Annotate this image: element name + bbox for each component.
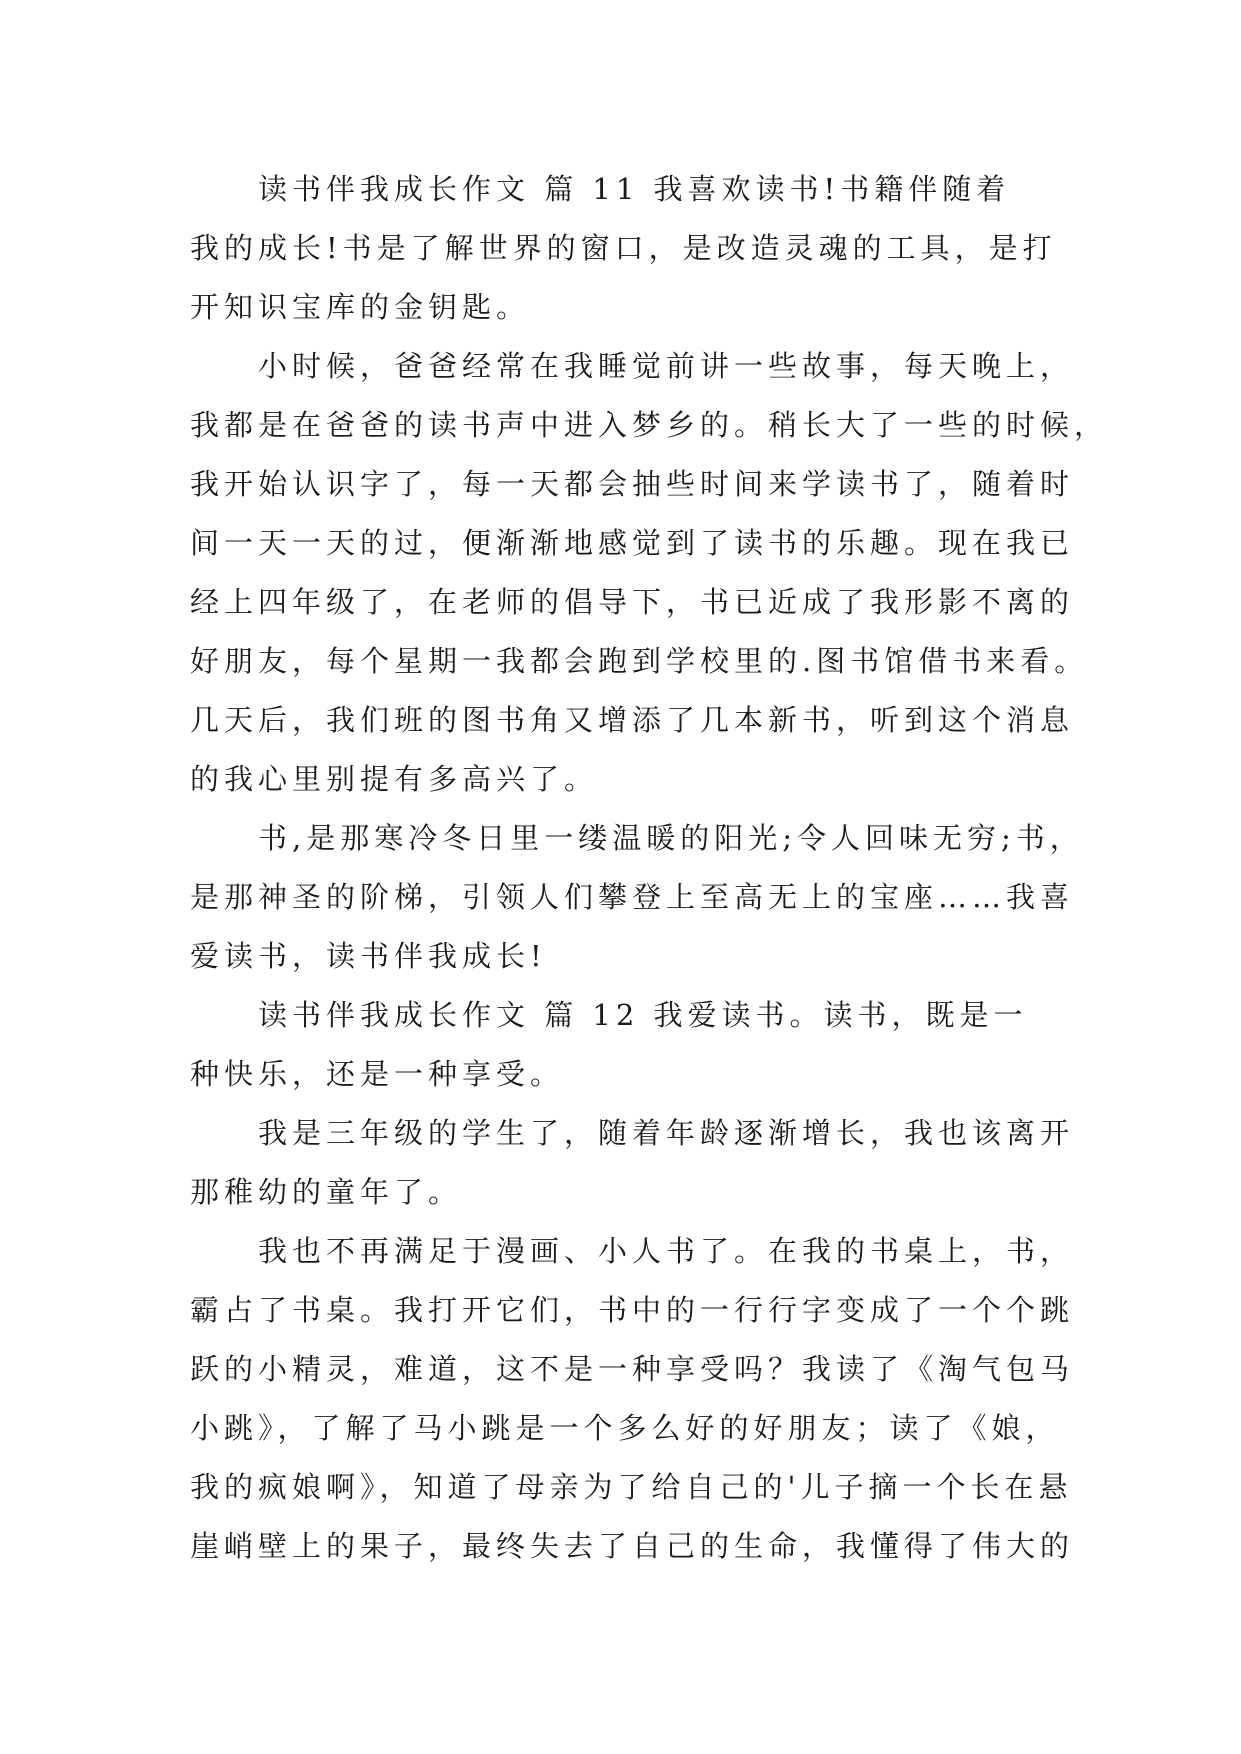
text-line: 我都是在爸爸的读书声中进入梦乡的。稍长大了一些的时候， <box>190 408 1109 442</box>
text-line: 好朋友，每个星期一我都会跑到学校里的.图书馆借书来看。 <box>190 644 1089 678</box>
text-line: 小跳》，了解了马小跳是一个多么好的好朋友；读了《娘， <box>190 1411 1060 1445</box>
text-line: 几天后，我们班的图书角又增添了几本新书，听到这个消息 <box>190 703 1075 737</box>
text-line: 爱读书，读书伴我成长! <box>190 939 547 973</box>
text-line: 我也不再满足于漫画、小人书了。在我的书桌上，书， <box>258 1234 1075 1268</box>
text-line: 间一天一天的过，便渐渐地感觉到了读书的乐趣。现在我已 <box>190 526 1075 560</box>
text-line: 是那神圣的阶梯，引领人们攀登上至高无上的宝座……我喜 <box>190 880 1075 914</box>
text-line: 书,是那寒冷冬日里一缕温暖的阳光;令人回味无穷;书， <box>258 821 1084 855</box>
text-line: 霸占了书桌。我打开它们，书中的一行行字变成了一个个跳 <box>190 1293 1075 1327</box>
text-line: 小时候，爸爸经常在我睡觉前讲一些故事，每天晚上， <box>258 349 1075 383</box>
text-line: 经上四年级了，在老师的倡导下，书已近成了我形影不离的 <box>190 585 1075 619</box>
text-line: 那稚幼的童年了。 <box>190 1175 463 1209</box>
document-body <box>190 160 1109 1576</box>
text-line: 崖峭壁上的果子，最终失去了自己的生命，我懂得了伟大的 <box>190 1529 1075 1563</box>
text-line: 我是三年级的学生了，随着年龄逐渐增长，我也该离开 <box>258 1116 1075 1150</box>
text-line: 种快乐，还是一种享受。 <box>190 1057 565 1091</box>
text-line: 我的疯娘啊》，知道了母亲为了给自己的'儿子摘一个长在悬 <box>190 1470 1073 1504</box>
text-line: 我的成长!书是了解世界的窗口，是改造灵魂的工具，是打 <box>190 231 1057 265</box>
text-line: 开知识宝库的金钥匙。 <box>190 290 531 324</box>
text-line: 跃的小精灵，难道，这不是一种享受吗？我读了《淘气包马 <box>190 1352 1075 1386</box>
text-line: 读书伴我成长作文 篇 11 我喜欢读书!书籍伴随着 <box>258 172 1011 206</box>
text-line: 读书伴我成长作文 篇 12 我爱读书。读书，既是一 <box>258 998 1028 1032</box>
text-line: 我开始认识字了，每一天都会抽些时间来学读书了，随着时 <box>190 467 1075 501</box>
text-line: 的我心里别提有多高兴了。 <box>190 762 599 796</box>
